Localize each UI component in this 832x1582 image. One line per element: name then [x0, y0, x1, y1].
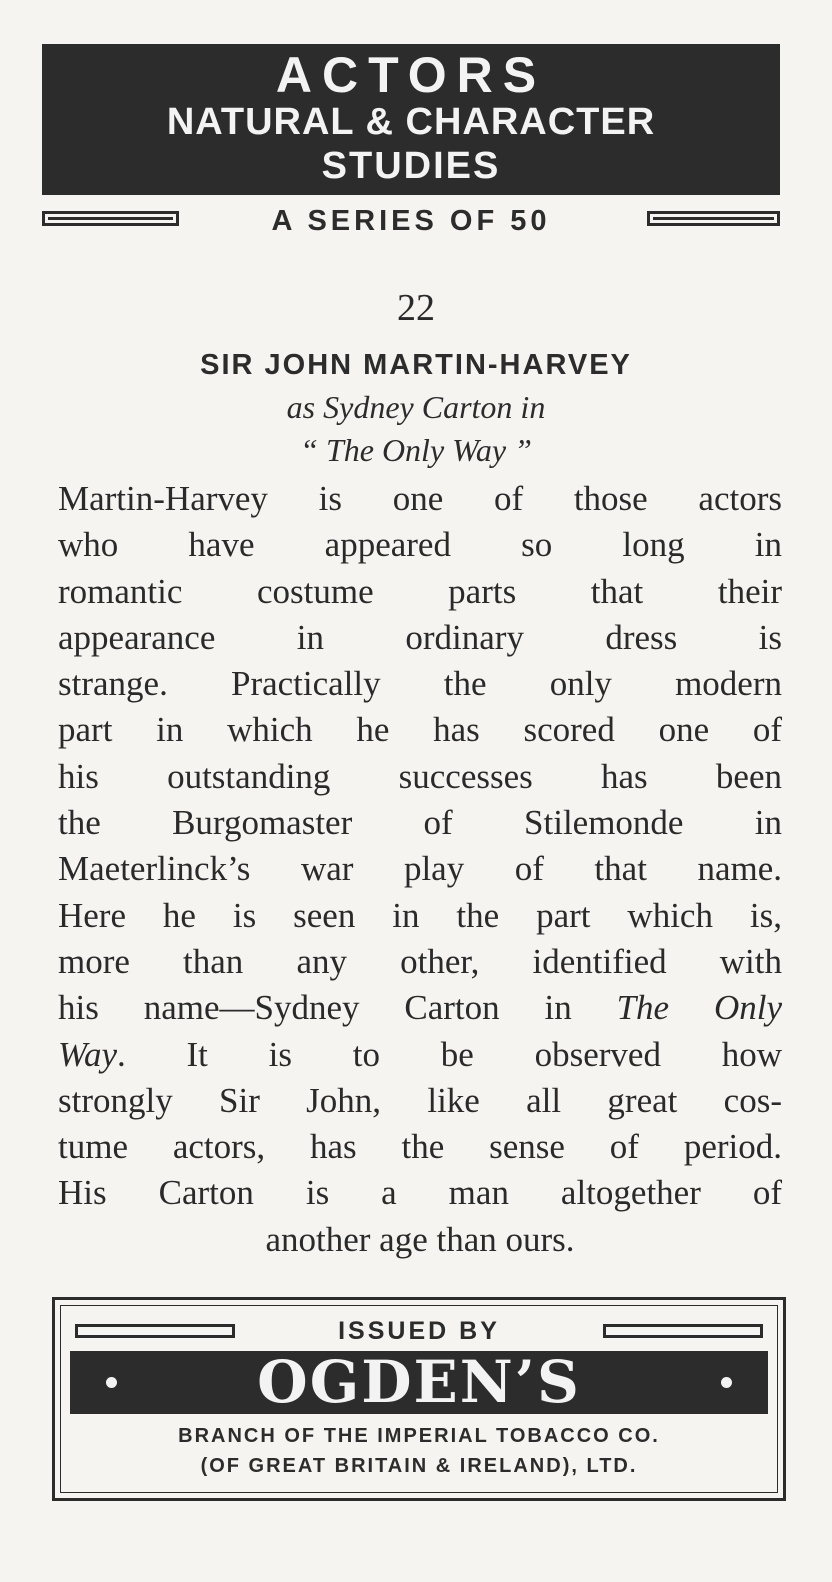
title-banner	[42, 44, 780, 195]
series-label: A SERIES OF 50	[271, 205, 551, 237]
role-line-2: “ The Only Way ”	[300, 432, 532, 468]
company-line-1: BRANCH OF THE IMPERIAL TOBACCO CO.	[178, 1425, 660, 1447]
body-line: Here he is seen in the part which is,	[58, 895, 782, 935]
brand-banner	[70, 1348, 768, 1416]
body-line: Martin-Harvey is one of those actors	[58, 479, 782, 518]
actor-name: SIR JOHN MARTIN-HARVEY	[200, 349, 632, 381]
left-ornament-bar	[42, 211, 179, 226]
body-line: another age than ours.	[265, 1219, 575, 1259]
card-number: 22	[397, 287, 435, 329]
brand-name: OGDEN’S	[257, 1348, 581, 1416]
title-line-1: ACTORS	[275, 47, 547, 103]
body-line-text: . It is to be observed how	[116, 1034, 782, 1074]
issued-by-label: ISSUED BY	[338, 1317, 500, 1345]
issuer-box	[52, 1297, 786, 1501]
play-title-italic: Way	[58, 1034, 117, 1074]
role-line-1: as Sydney Carton in	[286, 389, 546, 425]
right-ornament-bar	[647, 211, 780, 226]
body-line: tume actors, has the sense of period.	[58, 1127, 782, 1167]
play-title-italic: The Only	[616, 988, 782, 1028]
body-line: appearance in ordinary dress is	[58, 617, 782, 657]
body-line: part in which he has scored one of	[58, 710, 782, 750]
title-line-3: STUDIES	[321, 145, 501, 187]
dot-icon	[721, 1377, 732, 1388]
right-ornament-bar	[603, 1324, 763, 1338]
body-line: his outstanding successes has been	[58, 756, 782, 796]
body-line: who have appeared so long in	[58, 525, 782, 565]
body-line: His Carton is a man altogether of	[58, 1173, 782, 1213]
body-line-mixed	[58, 985, 782, 1031]
body-line: more than any other, identified with	[58, 941, 782, 981]
body-line: the Burgomaster of Stilemonde in	[58, 803, 782, 843]
description-text	[58, 476, 782, 1263]
body-line: strongly Sir John, like all great cos-	[58, 1080, 782, 1120]
body-line-mixed	[58, 1032, 782, 1078]
body-line: Maeterlinck’s war play of that name.	[58, 849, 782, 889]
title-line-2: NATURAL & CHARACTER	[166, 101, 656, 143]
body-line-text: his name—Sydney Carton in	[58, 988, 572, 1028]
company-line-2: (OF GREAT BRITAIN & IRELAND), LTD.	[200, 1455, 638, 1477]
body-line: strange. Practically the only modern	[58, 664, 782, 704]
issued-by-row	[75, 1316, 763, 1346]
series-row	[42, 203, 780, 239]
body-line: romantic costume parts that their	[58, 571, 782, 611]
